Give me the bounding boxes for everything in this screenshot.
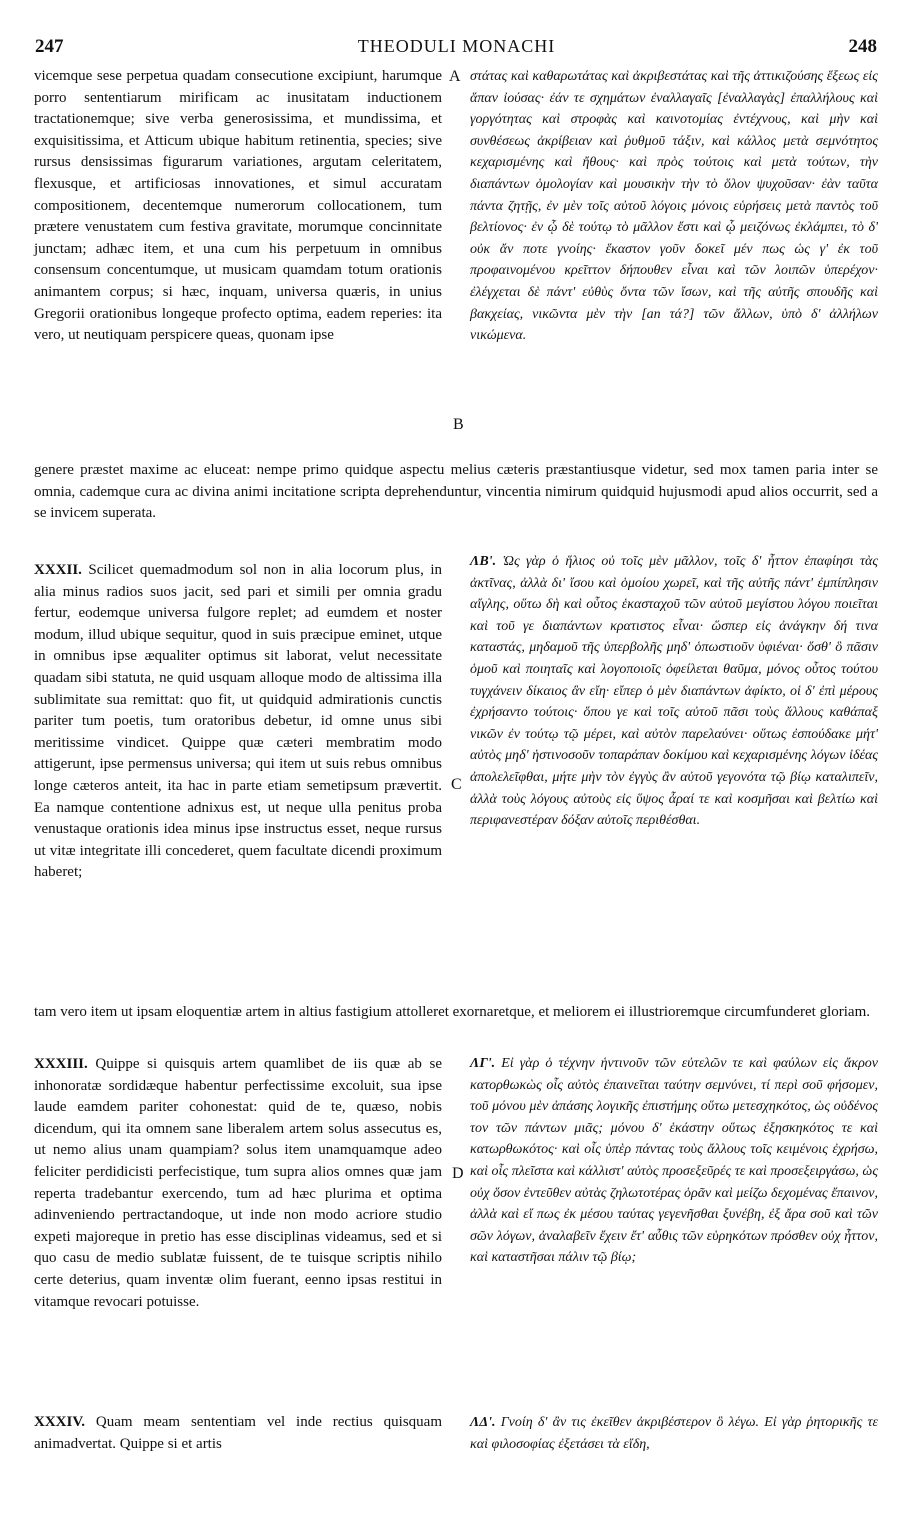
latin-column-2 bbox=[34, 560, 442, 884]
section-number-latin-33: XXXIII. bbox=[34, 1056, 88, 1072]
margin-marker-c: C bbox=[451, 776, 462, 793]
running-header bbox=[0, 36, 913, 62]
latin-column-3 bbox=[34, 1054, 442, 1313]
latin-column-1 bbox=[34, 66, 442, 347]
section-number-greek-32: ΛΒ'. bbox=[470, 554, 497, 569]
latin-text-33: Quippe si quisquis artem quamlibet de iis quæ ab se inhonoratæ sordidæque habentur perfectissime excoluit, sua ipse laude eamdem pariter cohonestat: quid de te, quæso, nobis dicendum, qui ita omnem sane liberalem artem solus assecutus es, ut nemo alius unam quampiam? solus item unamquamque adeo feliciter perdidicisti perfecistique, tum supra alios omnes quæ jam reperta tradebantur exercendo, tum ad hæc plurima et optima adinveniendo pertractandoque, ut inde non modo acriore studio expeti majoreque in pretio has esse disciplinas videamus, sed et si quo casu de medio sublatæ fuissent, de te tuisque scriptis nihilo certe deterius, quam inventæ olim fuerant, eenno ipsas restitui in vitamque revocari potuisse. bbox=[34, 1056, 442, 1310]
right-page-number: 248 bbox=[848, 36, 877, 57]
full-width-paragraph-2: tam vero item ut ipsam eloquentiæ artem in altius fastigium attolleret exornaretque, et meliorem ei illustrioremque circumfunderet gloriam. bbox=[34, 1004, 870, 1020]
full-width-paragraph-1: genere præstet maxime ac eluceat: nempe primo quidque aspectu melius cæteris præstantiusque videtur, sed mox tamen paria inter se omnia, cademque cura ac divina animi incitatione scripta deprehenduntur, vincentia nimirum quidquid hujusmodi apud alios occurrit, sed a se invicem superata. bbox=[34, 462, 878, 522]
latin-paragraph-3 bbox=[34, 1054, 442, 1313]
section-number-latin-32: XXXII. bbox=[34, 562, 82, 578]
greek-text-33: Εἰ γὰρ ὁ τέχνην ἡντινοῦν τῶν εὐτελῶν τε καὶ φαύλων εἰς ἄκρον κατορθωκὼς οἷς αὐτὸς ἐπαινεῖται ταύτην σεμνύνει, τί περὶ σοῦ φήσομεν, τοῦ μόνου μὲν ἁπάσης λογικῆς ἐπιστήμης οὕτω μετεσχηκότος, ὡς οὐδένος τον τῶν πάντων μιᾶς; μόνου δ' ἑκάστην οὕτως ἐξησκηκότος τε καὶ κατωρθωκότος· καὶ οἷς ὑπὲρ πάντας τοὺς ἄλλους τοῖς κειμένοις ἐχρήσω, καὶ οἷς πλεῖστα καὶ κάλλιστ' αὐτὸς προσεξεῦρές τε καὶ προσεξειργάσω, ὡς οὐχ ὅσον ἐντεῦθεν αὐτὰς ζηλωτοτέρας ὁρᾶν καὶ μείζω δεχομένας ἔπαινον, ἀλλὰ καὶ εἴ πως ἐκ μέσου ταύτας γεγενῆσθαι ξυνέβη, ἐξ ἄρα σοῦ καὶ τῶν σῶν λόγων, ἀναλαβεῖν ἔχειν ἔτ' αὖθις τῶν εὑρηκότων πρόσθεν οὐχ ἧττον, καὶ καταστῆσαι πάλιν τῷ βίῳ; bbox=[470, 1056, 878, 1266]
latin-column-4 bbox=[34, 1412, 442, 1455]
greek-column-3 bbox=[470, 1053, 878, 1269]
greek-paragraph-4 bbox=[470, 1412, 878, 1455]
greek-paragraph-1: στάτας καὶ καθαρωτάτας καὶ ἀκριβεστάτας καὶ τῆς ἀττικιζούσης ἕξεως εἰς ἅπαν ἰούσας· ἐάν τε σχημάτων ἐναλλαγαῖς [ἐναλλαγὰς] ἐπαλλήλους καὶ γοργότητας καὶ στροφὰς καὶ καινοτομίας ἐντέχνους, καὶ μὴν καὶ συνθέσεως ἀκρίβειαν καὶ ῥυθμοῦ τάξιν, καὶ κάλλος μετὰ σεμνότητος κεχαρισμένης καὶ ἤθους· καὶ πρὸς τούτοις καὶ μετὰ τούτων, τὴν διαπάντων ὁμολογίαν καὶ μουσικὴν τὴν τὸ ὅλον ψυχοῦσαν· ἐὰν ταῦτα πάντα ζητῇς, ἐν μὲν τοῖς αὐτοῦ λόγοις μόνοις εὑρήσεις μετὰ παντὸς τοῦ βελτίονος· ἐν ᾧ δὲ τούτῳ τὸ μᾶλλον ἔστι καὶ ᾧ μειζόνως ἐκλάμπει, τὸ δ' οὐκ ἄν ποτε γνοίης· ἕκαστον γοῦν δοκεῖ μέν πως ὡς γ' ἐκ τοῦ προφαινομένου κρεῖττον δήπουθεν εἶναι καὶ τῶν λοιπῶν ὑπερέχον· ἐλέγχεται δὲ πάντ' εὐθὺς ὄντα τῶν ἴσων, καὶ τῆς αὐτῆς σπουδῆς καὶ βακχείας, νικῶντα μὲν τὴν [an τά?] τῶν ἄλλων, ὑπὸ δ' ἀλλήλων νικώμενα. bbox=[470, 69, 878, 344]
greek-paragraph-3 bbox=[470, 1053, 878, 1269]
latin-paragraph-1: vicemque sese perpetua quadam consecutione excipiunt, harumque porro sententiarum mirificam ac inusitatam inductionem tractationemque; sive verba generosissima, et mundissima, et exquisitissima, et Atticum ubique habitum retinentia, species; sive rursus densissimas figurarum variationes, argutam celeritatem, flexusque, et artificiosas innovationes, et simul accuratam compositionem, decentemque numerorum collocationem, tum prætere venustatem cum festiva gravitate, morumque concinnitate junctam; adhæc item, et una cum his perpetuum in omnibus consensum concentumque, ut musicam quamdam totum orationis animantem corpus; si hæc, inquam, universa quæris, in unius Gregorii orationibus longeque profecto optima, eadem reperies: ita vero, ut neutiquam perspicere queas, quonam ipse bbox=[34, 68, 442, 344]
margin-marker-b: B bbox=[453, 416, 464, 433]
margin-marker-d: D bbox=[452, 1165, 464, 1182]
greek-column-4 bbox=[470, 1412, 878, 1455]
full-width-block-2 bbox=[34, 1002, 878, 1024]
greek-column-1 bbox=[470, 66, 878, 347]
latin-text-32: Scilicet quemadmodum sol non in alia locorum plus, in alia minus radios suos jacit, sed pari et simili per omnia gradu fertur, eodemque universa fulgore replet; ad eumdem et noster modum, illud ubique sequitur, quod in suis præcipue eminet, utque in omnibus ipse æqualiter optimus sit laborat, velut necessitate quadam sibi statuta, ne quid usquam alloque modo de altissima illa sublimitate sua remittat: quo fit, ut quidquid admirationis cunctis pariter tum poetis, tum oratoribus debetur, id omne unus sibi meritissime vindicet. Quippe quæ cæteri membratim modo attigerunt, ipse permensus universa; qui item ut suis rebus omnibus longe cæteros anteit, ita hac in parte etiam semetipsum prævertit. Ea namque contentione adnixus est, ut neque ulla penitus proba venustaque orationis idea minus ipse instructus esset, neque rursus ut vitæ integritate illi concederet, quem facultate dicendi proximum haberet; bbox=[34, 562, 442, 881]
section-number-greek-33: ΛΓ'. bbox=[470, 1056, 496, 1071]
left-page-number: 247 bbox=[35, 36, 64, 57]
full-width-block-1 bbox=[34, 460, 878, 525]
latin-paragraph-4 bbox=[34, 1412, 442, 1455]
greek-column-2 bbox=[470, 551, 878, 832]
greek-paragraph-2 bbox=[470, 551, 878, 832]
latin-text-34: Quam meam sententiam vel inde rectius quisquam animadvertat. Quippe si et artis bbox=[34, 1414, 442, 1452]
greek-text-34: Γνοίη δ' ἂν τις ἐκεῖθεν ἀκριβέστερον ὃ λέγω. Εἰ γὰρ ῥητορικῆς τε καὶ φιλοσοφίας ἐξετάσει τὰ εἴδη, bbox=[470, 1415, 878, 1452]
section-number-greek-34: ΛΔ'. bbox=[470, 1415, 496, 1430]
running-title: THEODULI MONACHI bbox=[357, 36, 556, 56]
greek-text-32: Ὡς γὰρ ὁ ἥλιος οὐ τοῖς μὲν μᾶλλον, τοῖς δ' ἧττον ἐπαφίησι τὰς ἀκτῖνας, ἀλλὰ δι' ἴσου καὶ ὁμοίου χωρεῖ, καὶ τῆς αὐτῆς πάντ' ἐμπίπλησιν αἴγλης, οὕτω δὴ καὶ οὗτος ἑκασταχοῦ τῶν αὐτοῦ μεγίστου λόγου ποιεῖται καὶ τοῦ γε διαπάντων κρατιστος εἶναι· ὥσπερ εἰς ἀνάγκην δή τινα καταστάς, μηδαμοῦ τῆς ὑπερβολῆς μηδ' ὁπωστιοῦν ὑφιέναι· ὅσθ' ὃ πᾶσιν ὁμοῦ καὶ ποιηταῖς καὶ λογοποιοῖς ὀφείλεται θαῦμα, μόνος οὗτος τούτου τυγχάνειν δίκαιος ἂν εἴη· εἴπερ ὁ μὲν διαπάντων ἀφίκτο, οἱ δ' ἐπὶ μέρους ἐχρήσαντο τούτοις· ὅπου γε καὶ τοῖς αὐτοῦ πᾶσι τοὺς ἄλλους καθάπαξ νικῶν ἐν τούτῳ τῷ μέρει, καὶ αὐτὸν παρελαύνει· οὕτως ἐσπούδακε μήτ' αὐτὸς μηδ' ἡστινοσοῦν τοπαράπαν δοκίμου καὶ κεχαρισμένης λόγων ἰδέας ἀπολελεῖφθαι, μήτε μὴν τὸν ἐγγὺς ἂν αὐτοῦ γεγονότα τῷ βίῳ καταλιπεῖν, ἀλλὰ τοὺς λόγους αὐτοὺς εἰς ὕψος ἆραί τε καὶ κοσμῆσαι καὶ βελτίω καὶ περιφανεστέραν δόξαν αὐτοῖς περιθέσθαι. bbox=[470, 554, 878, 829]
latin-paragraph-2 bbox=[34, 560, 442, 884]
section-number-latin-34: XXXIV. bbox=[34, 1414, 85, 1430]
margin-marker-a: A bbox=[449, 68, 461, 85]
